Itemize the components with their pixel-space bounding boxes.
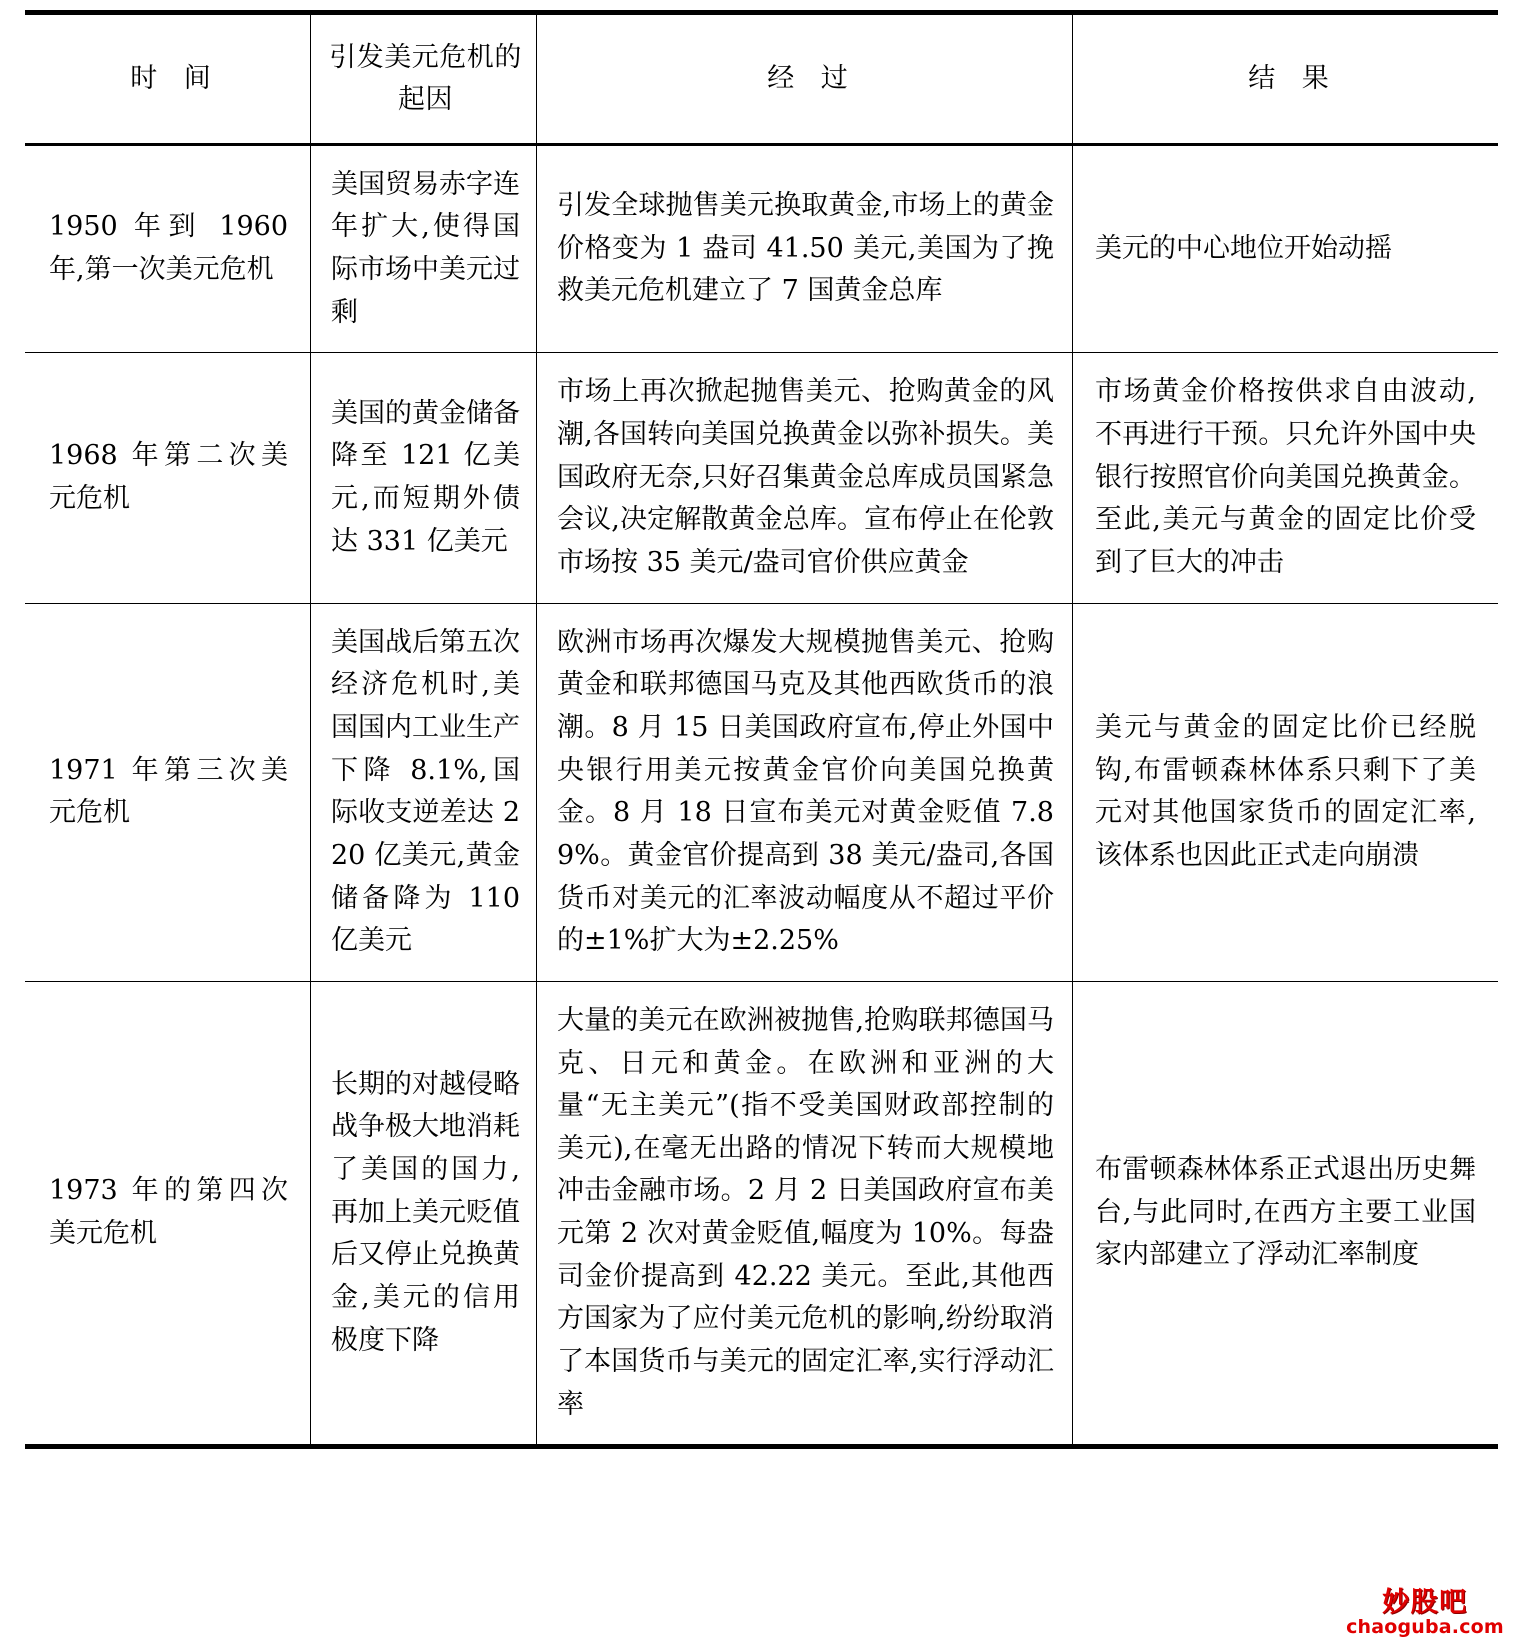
cell-result-text: 美元的中心地位开始动摇 <box>1095 232 1392 264</box>
cell-result <box>1073 981 1499 1447</box>
table-row <box>25 144 1498 353</box>
cell-result <box>1073 353 1499 603</box>
column-header-cause <box>311 13 537 145</box>
cell-cause <box>311 144 537 353</box>
column-header-result <box>1073 13 1499 145</box>
cell-result-text: 市场黄金价格按供求自由波动,不再进行干预。只允许外国中央银行按照官价向美国兑换黄金。至此,美元与黄金的固定比价受到了巨大的冲击 <box>1095 376 1476 578</box>
column-header-course-label: 经 过 <box>767 62 857 94</box>
cell-time-text: 1950 年到 1960 年,第一次美元危机 <box>49 211 288 285</box>
cell-course <box>537 144 1073 353</box>
watermark-brand: 妙股吧 <box>1382 1587 1468 1618</box>
cell-course <box>537 981 1073 1447</box>
dollar-crisis-table <box>25 10 1498 1449</box>
cell-cause <box>311 981 537 1447</box>
table-header <box>25 13 1498 145</box>
table-row <box>25 981 1498 1447</box>
table-body <box>25 144 1498 1447</box>
cell-time <box>25 981 311 1447</box>
cell-result <box>1073 144 1499 353</box>
table-row <box>25 353 1498 603</box>
cell-cause-text: 美国战后第五次经济危机时,美国国内工业生产下降 8.1%,国际收支逆差达 220 亿美元,黄金储备降为 110 亿美元 <box>331 626 520 957</box>
watermark-url: chaoguba.com <box>1346 1616 1504 1638</box>
cell-cause <box>311 353 537 603</box>
cell-result-text: 美元与黄金的固定比价已经脱钩,布雷顿森林体系只剩下了美元对其他国家货币的固定汇率,该体系也因此正式走向崩溃 <box>1095 711 1476 871</box>
cell-cause <box>311 603 537 981</box>
column-header-result-label: 结 果 <box>1248 62 1338 94</box>
column-header-course <box>537 13 1073 145</box>
cell-course <box>537 603 1073 981</box>
cell-course-text: 大量的美元在欧洲被抛售,抢购联邦德国马克、日元和黄金。在欧洲和亚洲的大量“无主美元”(指不受美国财政部控制的美元),在毫无出路的情况下转而大规模地冲击金融市场。2 月 2 日美国政府宣布美元第 2 次对黄金贬值,幅度为 10%。每盎司金价提高到 42.22 美元。至此,其他西方国家为了应付美元危机的影响,纷纷取消了本国货币与美元的固定汇率,实行浮动汇率 <box>557 1004 1054 1420</box>
cell-cause-text: 美国的黄金储备降至 121 亿美元,而短期外债达 331 亿美元 <box>331 397 520 557</box>
site-watermark <box>1330 1589 1520 1637</box>
table-row <box>25 603 1498 981</box>
cell-course-text: 引发全球抛售美元换取黄金,市场上的黄金价格变为 1 盎司 41.50 美元,美国为了挽救美元危机建立了 7 国黄金总库 <box>557 190 1054 307</box>
column-header-time-label: 时 间 <box>130 62 220 94</box>
cell-course <box>537 353 1073 603</box>
cell-result-text: 布雷顿森林体系正式退出历史舞台,与此同时,在西方主要工业国家内部建立了浮动汇率制度 <box>1095 1154 1476 1271</box>
cell-course-text: 市场上再次掀起抛售美元、抢购黄金的风潮,各国转向美国兑换黄金以弥补损失。美国政府无奈,只好召集黄金总库成员国紧急会议,决定解散黄金总库。宣布停止在伦敦市场按 35 美元/盎司官价供应黄金 <box>557 376 1054 578</box>
cell-time <box>25 144 311 353</box>
cell-result <box>1073 603 1499 981</box>
cell-time-text: 1968 年第二次美元危机 <box>49 440 288 514</box>
cell-time-text: 1971 年第三次美元危机 <box>49 754 288 829</box>
cell-cause-text: 长期的对越侵略战争极大地消耗了美国的国力,再加上美元贬值后又停止兑换黄金,美元的信用极度下降 <box>331 1068 520 1356</box>
cell-time-text: 1973 年的第四次美元危机 <box>49 1175 288 1250</box>
cell-time <box>25 353 311 603</box>
cell-time <box>25 603 311 981</box>
column-header-time <box>25 13 311 145</box>
cell-course-text: 欧洲市场再次爆发大规模抛售美元、抢购黄金和联邦德国马克及其他西欧货币的浪潮。8 月 15 日美国政府宣布,停止外国中央银行用美元按黄金官价向美国兑换黄金。8 月 18 日宣布美元对黄金贬值 7.89%。黄金官价提高到 38 美元/盎司,各国货币对美元的汇率波动幅度从不超过平价的±1%扩大为±2.25% <box>557 626 1054 957</box>
column-header-cause-label: 引发美元危机的起因 <box>329 42 522 115</box>
table-header-row <box>25 13 1498 145</box>
cell-cause-text: 美国贸易赤字连年扩大,使得国际市场中美元过剩 <box>331 168 520 328</box>
